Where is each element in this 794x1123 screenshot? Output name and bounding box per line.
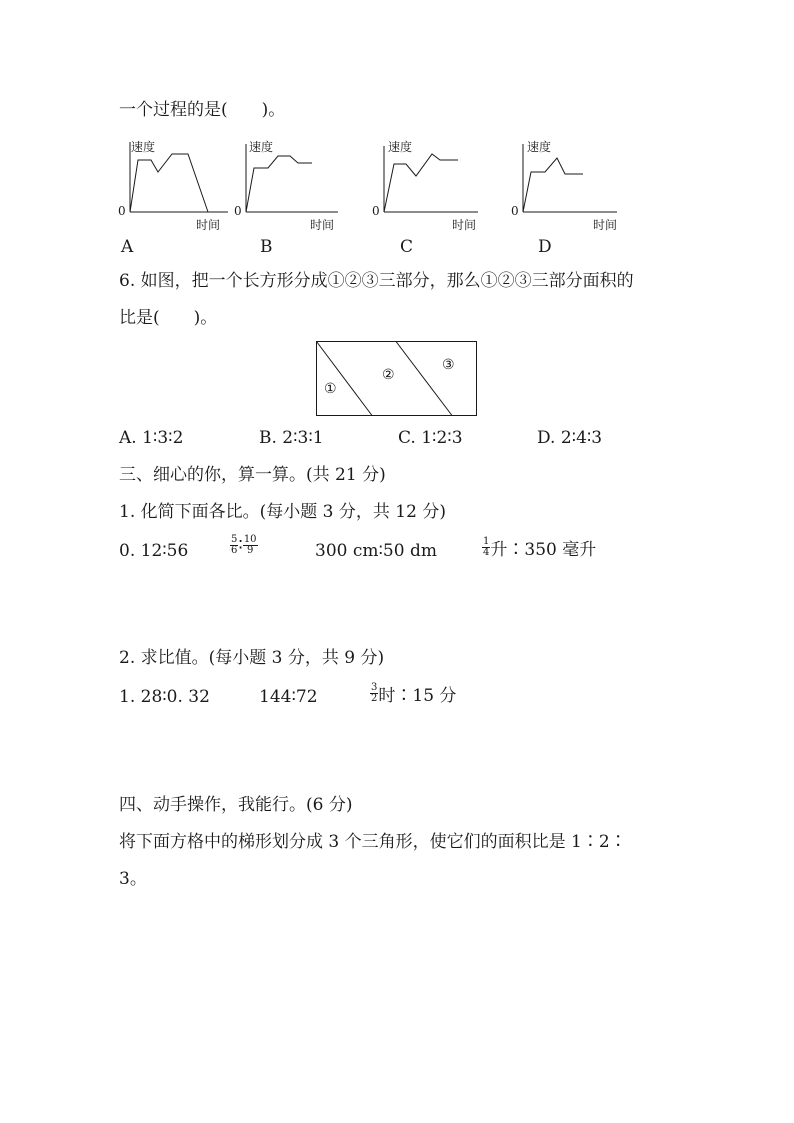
simplify-item-2: [230, 535, 258, 556]
region-1-label: ①: [324, 381, 337, 397]
graph-b: [234, 132, 364, 232]
graph-a-origin: 0: [118, 204, 126, 218]
graph-c: [372, 132, 502, 232]
simplify-item-4-rest: 升∶350 毫升: [490, 540, 597, 560]
rectangle-figure-drawing: [316, 341, 478, 417]
graph-d-y-axis-label: 速度: [527, 140, 552, 154]
graph-a-label: A: [121, 237, 134, 257]
section4-line1: 将下面方格中的梯形划分成 3 个三角形，使它们的面积比是 1∶2∶: [119, 832, 627, 852]
ratio-value-item-3-rest: 时∶15 分: [378, 686, 457, 706]
graph-d-origin: 0: [511, 204, 519, 218]
rectangle-figure: [316, 341, 478, 417]
graph-b-origin: 0: [234, 204, 242, 218]
ratio-colon: ∶: [238, 535, 243, 556]
q6-option-d: D. 2∶4∶3: [537, 428, 603, 448]
fraction-5-6: $\frac{5}{6}$: [231, 534, 238, 556]
graph-a-y-axis-label: 速度: [131, 140, 156, 154]
graph-a-x-axis-label: 时间: [196, 218, 221, 232]
section3-title: 三、细心的你，算一算。(共 21 分): [119, 465, 386, 485]
fraction-3-2: $\frac{3}{2}$: [371, 682, 378, 704]
graph-b-y-axis-label: 速度: [249, 140, 274, 154]
simplify-item-1: 0. 12∶56: [119, 541, 189, 561]
ratio-value-item-2: 144∶72: [259, 687, 318, 707]
simplify-item-4: [482, 535, 596, 560]
fraction-10-9: $\frac{10}{9}$: [243, 534, 257, 556]
ratio-value-item-3: [370, 681, 456, 706]
section4-title: 四、动手操作，我能行。(6 分): [119, 795, 353, 815]
graph-c-x-axis-label: 时间: [452, 218, 477, 232]
q6-option-c: C. 1∶2∶3: [398, 428, 463, 448]
q5-stem-end: 一个过程的是( )。: [119, 100, 286, 120]
graph-b-label: B: [260, 237, 273, 257]
graph-d-label: D: [538, 237, 552, 257]
q6-option-b: B. 2∶3∶1: [259, 428, 324, 448]
q6-stem-line2: 比是( )。: [119, 308, 218, 328]
ratio-value-item-1: 1. 28∶0. 32: [119, 687, 210, 707]
section3-part1-title: 1. 化简下面各比。(每小题 3 分，共 12 分): [119, 502, 446, 522]
q6-stem-line1: 6. 如图，把一个长方形分成①②③三部分，那么①②③三部分面积的: [119, 271, 634, 291]
fraction-1-4: $\frac{1}{4}$: [483, 536, 490, 558]
graph-c-y-axis-label: 速度: [388, 140, 413, 154]
graph-d: [511, 132, 641, 232]
region-2-label: ②: [382, 367, 395, 383]
graph-d-x-axis-label: 时间: [593, 218, 618, 232]
simplify-item-3: 300 cm∶50 dm: [315, 541, 437, 561]
section4-line2: 3。: [119, 869, 147, 889]
region-3-label: ③: [442, 357, 455, 373]
graph-c-label: C: [400, 237, 414, 257]
graph-b-x-axis-label: 时间: [310, 218, 335, 232]
graph-c-origin: 0: [372, 204, 380, 218]
section3-part2-title: 2. 求比值。(每小题 3 分，共 9 分): [119, 648, 385, 668]
q6-option-a: A. 1∶3∶2: [119, 428, 184, 448]
graph-a: [116, 132, 246, 232]
